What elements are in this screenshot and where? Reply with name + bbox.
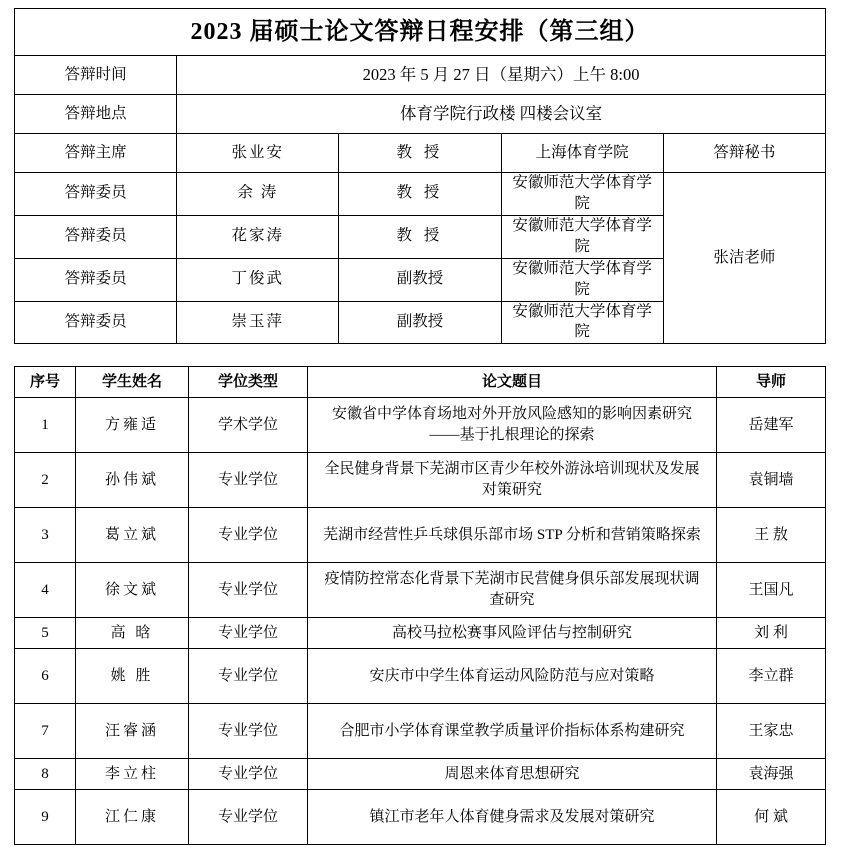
title-row bbox=[15, 9, 826, 56]
table-row bbox=[15, 759, 826, 790]
table-row bbox=[15, 704, 826, 759]
column-header-thesis-title: 论文题目 bbox=[308, 367, 717, 398]
committee-name-2: 花家涛 bbox=[177, 215, 339, 258]
cell-no: 5 bbox=[15, 618, 76, 649]
cell-thesis-title bbox=[308, 508, 717, 563]
thesis-title-text: 安徽省中学体育场地对外开放风险感知的影响因素研究——基于扎根理论的探索 bbox=[331, 405, 692, 444]
table-row bbox=[15, 618, 826, 649]
table-row bbox=[15, 508, 826, 563]
table-row bbox=[15, 649, 826, 704]
secretary-name: 张洁老师 bbox=[663, 173, 825, 344]
cell-degree-type: 专业学位 bbox=[189, 759, 308, 790]
cell-advisor: 王家忠 bbox=[717, 704, 826, 759]
cell-thesis-title bbox=[308, 759, 717, 790]
committee-role-3: 答辩委员 bbox=[15, 258, 177, 301]
column-header-degree-type: 学位类型 bbox=[189, 367, 308, 398]
column-header-student-name: 学生姓名 bbox=[76, 367, 189, 398]
committee-title-4: 副教授 bbox=[339, 301, 501, 344]
cell-advisor: 岳建军 bbox=[717, 398, 826, 453]
cell-thesis-title bbox=[308, 453, 717, 508]
committee-title-2: 教 授 bbox=[339, 215, 501, 258]
cell-thesis-title bbox=[308, 563, 717, 618]
committee-role-2: 答辩委员 bbox=[15, 215, 177, 258]
table-row bbox=[15, 563, 826, 618]
cell-thesis-title bbox=[308, 649, 717, 704]
committee-role-4: 答辩委员 bbox=[15, 301, 177, 344]
secretary-label: 答辩秘书 bbox=[663, 134, 825, 173]
cell-no: 9 bbox=[15, 790, 76, 845]
cell-no: 2 bbox=[15, 453, 76, 508]
cell-degree-type: 专业学位 bbox=[189, 563, 308, 618]
thesis-title-text: 合肥市小学体育课堂教学质量评价指标体系构建研究 bbox=[339, 722, 685, 739]
defense-place-value: 体育学院行政楼 四楼会议室 bbox=[177, 95, 826, 134]
committee-name-1: 余 涛 bbox=[177, 173, 339, 216]
committee-member-row bbox=[15, 173, 826, 216]
thesis-title-text: 周恩来体育思想研究 bbox=[444, 765, 580, 782]
cell-student-name: 葛立斌 bbox=[76, 508, 189, 563]
table-row bbox=[15, 453, 826, 508]
student-list-table bbox=[14, 366, 826, 845]
cell-student-name: 江仁康 bbox=[76, 790, 189, 845]
cell-advisor: 李立群 bbox=[717, 649, 826, 704]
cell-advisor: 何 斌 bbox=[717, 790, 826, 845]
cell-thesis-title bbox=[308, 704, 717, 759]
cell-student-name: 徐文斌 bbox=[76, 563, 189, 618]
cell-degree-type: 专业学位 bbox=[189, 790, 308, 845]
cell-advisor: 刘 利 bbox=[717, 618, 826, 649]
defense-info-table bbox=[14, 8, 826, 344]
cell-degree-type: 专业学位 bbox=[189, 704, 308, 759]
column-header-no: 序号 bbox=[15, 367, 76, 398]
cell-thesis-title bbox=[308, 398, 717, 453]
committee-name-4: 崇玉萍 bbox=[177, 301, 339, 344]
committee-role-0: 答辩主席 bbox=[15, 134, 177, 173]
thesis-title-text: 疫情防控常态化背景下芜湖市民营健身俱乐部发展现状调查研究 bbox=[324, 570, 700, 609]
committee-title-1: 教 授 bbox=[339, 173, 501, 216]
column-header-advisor: 导师 bbox=[717, 367, 826, 398]
cell-no: 4 bbox=[15, 563, 76, 618]
cell-degree-type: 学术学位 bbox=[189, 398, 308, 453]
cell-advisor: 袁铜墙 bbox=[717, 453, 826, 508]
cell-degree-type: 专业学位 bbox=[189, 453, 308, 508]
cell-thesis-title bbox=[308, 618, 717, 649]
thesis-title-text: 高校马拉松赛事风险评估与控制研究 bbox=[391, 624, 632, 641]
committee-title-3: 副教授 bbox=[339, 258, 501, 301]
cell-student-name: 孙伟斌 bbox=[76, 453, 189, 508]
cell-degree-type: 专业学位 bbox=[189, 649, 308, 704]
cell-no: 1 bbox=[15, 398, 76, 453]
cell-student-name: 姚 胜 bbox=[76, 649, 189, 704]
cell-advisor: 王国凡 bbox=[717, 563, 826, 618]
thesis-title-text: 全民健身背景下芜湖市区青少年校外游泳培训现状及发展对策研究 bbox=[324, 460, 700, 499]
table-header-row bbox=[15, 367, 826, 398]
committee-title-0: 教 授 bbox=[339, 134, 501, 173]
defense-time-value: 2023 年 5 月 27 日（星期六）上午 8:00 bbox=[177, 56, 826, 95]
cell-student-name: 方雍适 bbox=[76, 398, 189, 453]
cell-degree-type: 专业学位 bbox=[189, 508, 308, 563]
cell-no: 6 bbox=[15, 649, 76, 704]
defense-time-label: 答辩时间 bbox=[15, 56, 177, 95]
cell-no: 3 bbox=[15, 508, 76, 563]
committee-org-4: 安徽师范大学体育学院 bbox=[501, 301, 663, 344]
defense-place-row bbox=[15, 95, 826, 134]
committee-org-2: 安徽师范大学体育学院 bbox=[501, 215, 663, 258]
committee-chair-row bbox=[15, 134, 826, 173]
cell-student-name: 汪睿涵 bbox=[76, 704, 189, 759]
committee-name-3: 丁俊武 bbox=[177, 258, 339, 301]
table-row bbox=[15, 790, 826, 845]
cell-no: 7 bbox=[15, 704, 76, 759]
table-row bbox=[15, 398, 826, 453]
cell-degree-type: 专业学位 bbox=[189, 618, 308, 649]
defense-place-label: 答辩地点 bbox=[15, 95, 177, 134]
cell-student-name: 高 晗 bbox=[76, 618, 189, 649]
committee-name-0: 张业安 bbox=[177, 134, 339, 173]
thesis-title-text: 芜湖市经营性乒乓球俱乐部市场 STP 分析和营销策略探索 bbox=[323, 526, 701, 543]
cell-advisor: 王 敖 bbox=[717, 508, 826, 563]
committee-org-1: 安徽师范大学体育学院 bbox=[501, 173, 663, 216]
table-spacer bbox=[14, 344, 827, 366]
committee-org-0: 上海体育学院 bbox=[501, 134, 663, 173]
committee-role-1: 答辩委员 bbox=[15, 173, 177, 216]
cell-student-name: 李立柱 bbox=[76, 759, 189, 790]
defense-time-row bbox=[15, 56, 826, 95]
cell-thesis-title bbox=[308, 790, 717, 845]
committee-org-3: 安徽师范大学体育学院 bbox=[501, 258, 663, 301]
thesis-title-text: 安庆市中学生体育运动风险防范与应对策略 bbox=[369, 667, 655, 684]
cell-no: 8 bbox=[15, 759, 76, 790]
page-title: 2023 届硕士论文答辩日程安排（第三组） bbox=[15, 9, 826, 56]
cell-advisor: 袁海强 bbox=[717, 759, 826, 790]
thesis-title-text: 镇江市老年人体育健身需求及发展对策研究 bbox=[369, 808, 655, 825]
